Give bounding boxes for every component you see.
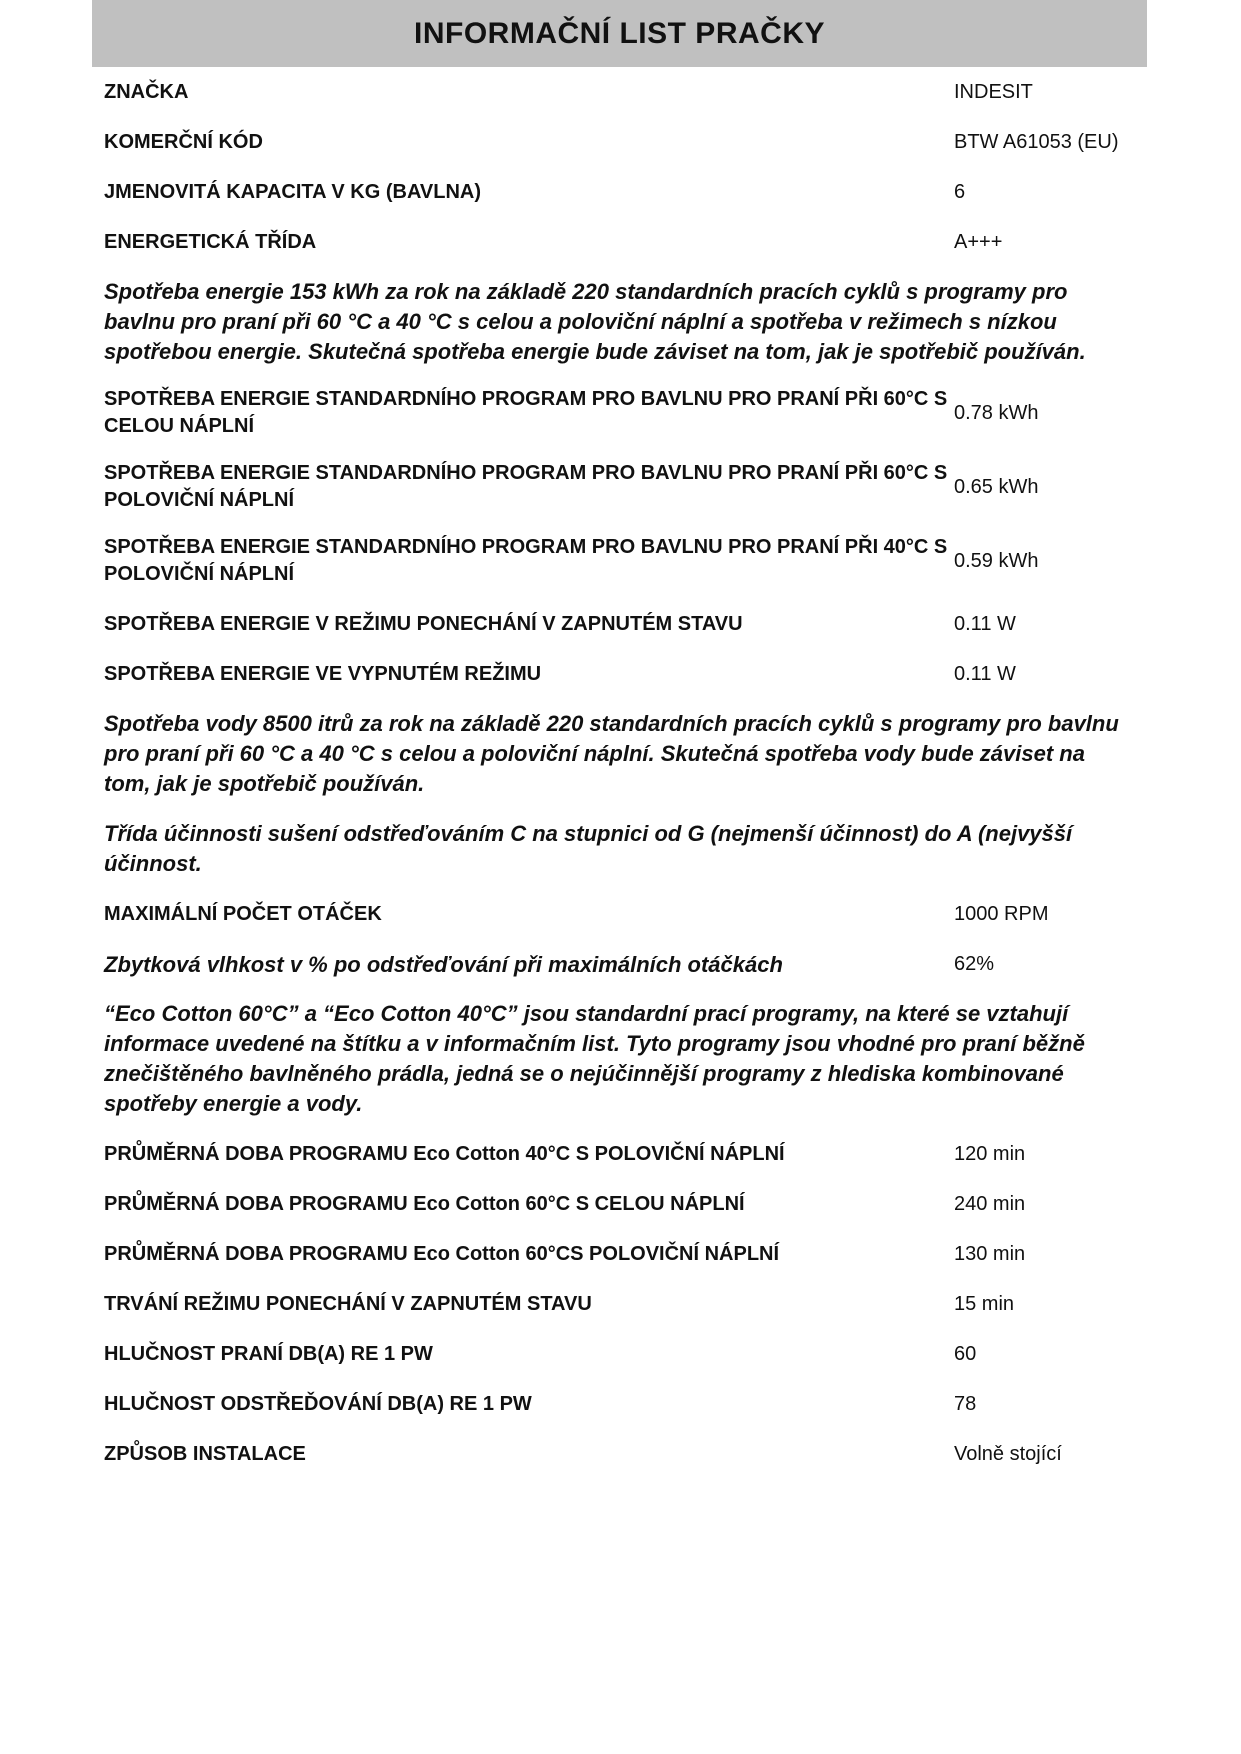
title-bar <box>92 0 1147 67</box>
row-value: A+++ <box>954 230 1003 253</box>
row-noise-wash <box>104 1329 1135 1379</box>
row-value: 120 min <box>954 1142 1026 1165</box>
row-value: BTW A61053 (EU) <box>954 130 1119 153</box>
row-label: SPOTŘEBA ENERGIE STANDARDNÍHO PROGRAM PRO BAVLNU PRO PRANÍ PŘI 60°C S CELOU NÁPLNÍ <box>104 388 948 437</box>
row-label: HLUČNOST ODSTŘEĎOVÁNÍ DB(A) RE 1 PW <box>104 1392 532 1415</box>
row-label: SPOTŘEBA ENERGIE STANDARDNÍHO PROGRAM PRO BAVLNU PRO PRANÍ PŘI 60°C S POLOVIČNÍ NÁPLNÍ <box>104 462 948 511</box>
row-duration-40-half <box>104 1129 1135 1179</box>
page-title: INFORMAČNÍ LIST PRAČKY <box>414 16 825 50</box>
row-label: MAXIMÁLNÍ POČET OTÁČEK <box>104 902 382 925</box>
note-energy-consumption: Spotřeba energie 153 kWh za rok na základě 220 standardních pracích cyklů s programy pro bavlnu pro praní při 60 °C a 40 °C s celou a poloviční náplní a spotřeba v režimech s nízkou spotřebou energie. Skutečná spotřeba energie bude záviset na tom, jak je spotřebič používán. <box>104 279 1086 364</box>
row-label: PRŮMĚRNÁ DOBA PROGRAMU Eco Cotton 60°CS POLOVIČNÍ NÁPLNÍ <box>104 1242 780 1265</box>
row-label: PRŮMĚRNÁ DOBA PROGRAMU Eco Cotton 40°C S POLOVIČNÍ NÁPLNÍ <box>104 1142 785 1165</box>
row-installation <box>104 1429 1135 1479</box>
fiche-content <box>92 67 1147 1479</box>
row-label: ZPŮSOB INSTALACE <box>104 1442 306 1465</box>
row-label: JMENOVITÁ KAPACITA V KG (BAVLNA) <box>104 180 482 203</box>
row-energy-60-full <box>104 377 1135 451</box>
row-label: SPOTŘEBA ENERGIE STANDARDNÍHO PROGRAM PRO BAVLNU PRO PRANÍ PŘI 40°C S POLOVIČNÍ NÁPLNÍ <box>104 536 948 585</box>
row-value: 0.11 W <box>954 612 1016 635</box>
row-noise-spin <box>104 1379 1135 1429</box>
note-standard-programs: “Eco Cotton 60°C” a “Eco Cotton 40°C” jsou standardní prací programy, na které se vztahují informace uvedené na štítku a v informačním list. Tyto programy jsou vhodné pro praní běžně znečištěného bavlněného prádla, jedná se o nejúčinnější programy z hlediska kombinované spotřeby energie a vody. <box>104 1001 1085 1116</box>
row-energy-40-half <box>104 525 1135 599</box>
row-brand <box>104 67 1135 117</box>
row-value: 0.11 W <box>954 662 1016 685</box>
row-label: SPOTŘEBA ENERGIE VE VYPNUTÉM REŽIMU <box>104 662 542 685</box>
row-value: 60 <box>954 1342 977 1365</box>
product-fiche <box>92 0 1147 1479</box>
row-label: PRŮMĚRNÁ DOBA PROGRAMU Eco Cotton 60°C S CELOU NÁPLNÍ <box>104 1192 745 1215</box>
row-energy-60-half <box>104 451 1135 525</box>
row-duration-60-full <box>104 1179 1135 1229</box>
row-value: 15 min <box>954 1292 1015 1315</box>
row-label: SPOTŘEBA ENERGIE V REŽIMU PONECHÁNÍ V ZAPNUTÉM STAVU <box>104 612 743 635</box>
row-label: HLUČNOST PRANÍ DB(A) RE 1 PW <box>104 1342 433 1365</box>
row-max-rpm <box>104 889 1135 939</box>
row-value: 6 <box>954 180 966 203</box>
row-value: 240 min <box>954 1192 1026 1215</box>
row-value: 78 <box>954 1392 977 1415</box>
row-label: Zbytková vlhkost v % po odstřeďování při maximálních otáčkách <box>104 951 783 977</box>
row-capacity <box>104 167 1135 217</box>
note-water-consumption: Spotřeba vody 8500 itrů za rok na základě 220 standardních pracích cyklů s programy pro bavlnu pro praní při 60 °C a 40 °C s celou a poloviční náplní. Skutečná spotřeba vody bude záviset na tom, jak je spotřebič používán. <box>104 711 1119 796</box>
row-label: ZNAČKA <box>104 80 189 103</box>
row-off-mode <box>104 649 1135 699</box>
row-commercial-code <box>104 117 1135 167</box>
row-energy-class <box>104 217 1135 267</box>
row-value: INDESIT <box>954 80 1033 103</box>
note-spin-efficiency: Třída účinnosti sušení odstřeďováním C na stupnici od G (nejmenší účinnost) do A (nejvyšší účinnost. <box>104 821 1073 876</box>
row-value: 0.59 kWh <box>954 549 1039 572</box>
row-value: 0.65 kWh <box>954 475 1039 498</box>
row-left-on-duration <box>104 1279 1135 1329</box>
row-label: KOMERČNÍ KÓD <box>104 130 263 153</box>
row-value: 0.78 kWh <box>954 401 1039 424</box>
row-label: TRVÁNÍ REŽIMU PONECHÁNÍ V ZAPNUTÉM STAVU <box>104 1292 592 1315</box>
row-residual-moisture <box>104 939 1135 989</box>
row-value: 130 min <box>954 1242 1026 1265</box>
row-left-on-mode <box>104 599 1135 649</box>
row-label: ENERGETICKÁ TŘÍDA <box>104 230 317 253</box>
row-value: 1000 RPM <box>954 902 1049 925</box>
row-duration-60-half <box>104 1229 1135 1279</box>
row-value: 62% <box>954 952 995 975</box>
row-value: Volně stojící <box>954 1442 1062 1465</box>
